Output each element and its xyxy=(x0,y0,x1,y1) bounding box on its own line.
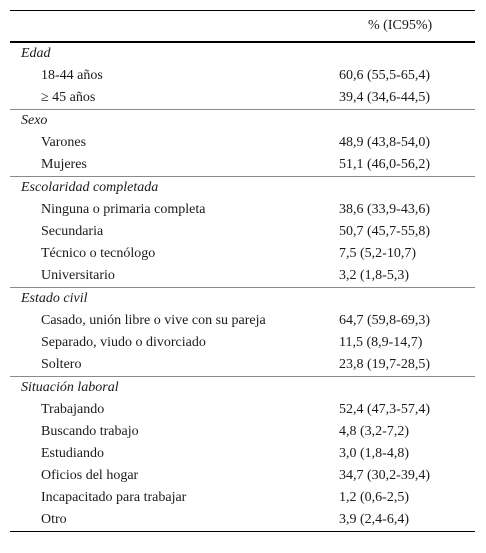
row-label: Secundaria xyxy=(41,224,104,239)
row-label: Casado, unión libre o vive con su pareja xyxy=(41,313,266,328)
table-header-row xyxy=(10,11,475,41)
table-row xyxy=(10,243,475,265)
row-value: 4,8 (3,2-7,2) xyxy=(339,424,409,439)
table-row xyxy=(10,221,475,243)
table-row xyxy=(10,199,475,221)
table-body xyxy=(10,43,475,531)
table-row xyxy=(10,265,475,287)
table-row xyxy=(10,487,475,509)
row-value: 3,0 (1,8-4,8) xyxy=(339,446,409,461)
row-value: 52,4 (47,3-57,4) xyxy=(339,402,430,417)
row-label: Buscando trabajo xyxy=(41,424,139,439)
table-row xyxy=(10,509,475,531)
row-label: Incapacitado para trabajar xyxy=(41,490,187,505)
table-bottom-rule xyxy=(10,531,475,532)
row-label: Trabajando xyxy=(41,402,105,417)
row-value: 1,2 (0,6-2,5) xyxy=(339,490,409,505)
table-row xyxy=(10,332,475,354)
row-value: 34,7 (30,2-39,4) xyxy=(339,468,430,483)
table-row xyxy=(10,154,475,176)
row-label: Universitario xyxy=(41,268,115,283)
row-label: Separado, viudo o divorciado xyxy=(41,335,206,350)
data-table xyxy=(10,10,475,532)
row-value: 50,7 (45,7-55,8) xyxy=(339,224,430,239)
row-label: Varones xyxy=(41,135,87,150)
row-value: 38,6 (33,9-43,6) xyxy=(339,202,430,217)
row-value: 60,6 (55,5-65,4) xyxy=(339,68,430,83)
table-row xyxy=(10,443,475,465)
row-value: 11,5 (8,9-14,7) xyxy=(339,335,423,350)
row-label: Mujeres xyxy=(41,157,87,172)
row-label: Técnico o tecnólogo xyxy=(41,246,156,261)
row-value: 51,1 (46,0-56,2) xyxy=(339,157,430,172)
section-heading: Situación laboral xyxy=(21,380,119,395)
row-value: 64,7 (59,8-69,3) xyxy=(339,313,430,328)
header-value: % (IC95%) xyxy=(368,18,433,33)
row-value: 48,9 (43,8-54,0) xyxy=(339,135,430,150)
row-value: 3,9 (2,4-6,4) xyxy=(339,512,409,527)
table-row xyxy=(10,354,475,376)
table-row xyxy=(10,65,475,87)
table-row xyxy=(10,87,475,109)
row-label: 18-44 años xyxy=(41,68,103,83)
section-heading: Edad xyxy=(21,46,51,61)
row-label: ≥ 45 años xyxy=(41,90,96,105)
row-value: 3,2 (1,8-5,3) xyxy=(339,268,409,283)
section-heading: Sexo xyxy=(21,113,48,128)
table-row xyxy=(10,310,475,332)
row-label: Ninguna o primaria completa xyxy=(41,202,206,217)
table-row xyxy=(10,421,475,443)
row-label: Estudiando xyxy=(41,446,104,461)
table-row xyxy=(10,399,475,421)
table-row xyxy=(10,465,475,487)
row-value: 39,4 (34,6-44,5) xyxy=(339,90,430,105)
row-label: Oficios del hogar xyxy=(41,468,139,483)
row-label: Soltero xyxy=(41,357,82,372)
row-label: Otro xyxy=(41,512,67,527)
section-heading: Escolaridad completada xyxy=(21,180,159,195)
section-heading: Estado civil xyxy=(21,291,88,306)
row-value: 23,8 (19,7-28,5) xyxy=(339,357,430,372)
table-row xyxy=(10,132,475,154)
row-value: 7,5 (5,2-10,7) xyxy=(339,246,416,261)
